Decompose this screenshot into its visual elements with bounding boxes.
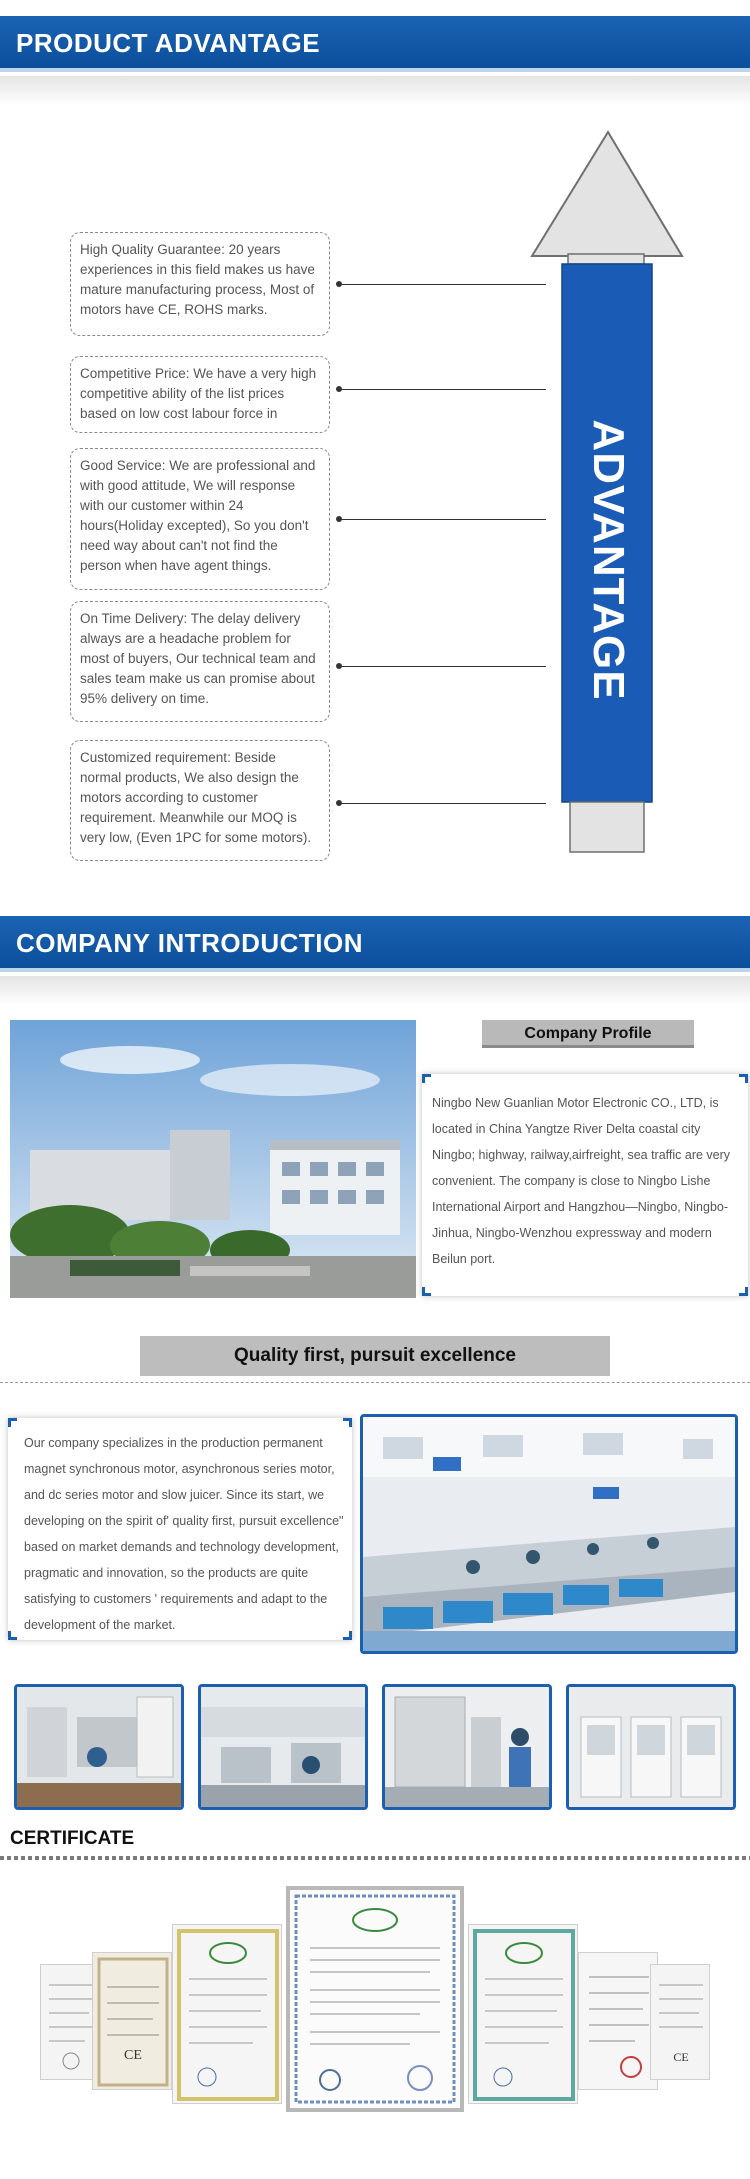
arrow-label-holder <box>568 419 648 701</box>
certificate-image <box>578 1952 658 2090</box>
frame-corner <box>8 1631 17 1640</box>
advantage-price <box>70 356 330 433</box>
certificate-title: CERTIFICATE <box>10 1828 135 1849</box>
connector-line <box>340 389 546 390</box>
certificate-image <box>40 1964 100 2080</box>
production-photo-4 <box>566 1684 736 1810</box>
frame-corner <box>739 1287 748 1296</box>
certificate-image <box>92 1952 172 2090</box>
production-photo-1 <box>14 1684 184 1810</box>
company-profile-text: Ningbo New Guanlian Motor Electronic CO., LTD, is located in China Yangtze River Delta coastal city Ningbo; highway, railway,airfreight, sea traffic are very convenient. The company is close to Ningbo Lishe International Airport and Hangzhou—Ningbo, Ningbo-Jinhua, Ningbo-Wenzhou expressway and modern Beilun port. <box>432 1096 731 1266</box>
connector-line <box>340 803 546 804</box>
frame-corner <box>343 1631 352 1640</box>
company-profile-label: Company Profile <box>482 1020 694 1048</box>
quality-label: Quality first, pursuit excellence <box>140 1336 610 1376</box>
arrow-label: ADVANTAGE <box>584 419 633 701</box>
quality-text-box <box>8 1418 352 1640</box>
banner-shadow <box>0 76 750 106</box>
company-introduction-banner <box>0 916 750 972</box>
advantage-service <box>70 448 330 590</box>
connector-line <box>340 284 546 285</box>
production-photo-2 <box>198 1684 368 1810</box>
certificate-image <box>172 1924 282 2104</box>
connector-line <box>340 666 546 667</box>
production-photo-3 <box>382 1684 552 1810</box>
certificate-image-center <box>286 1886 464 2112</box>
dashed-divider <box>0 1382 750 1383</box>
frame-corner <box>343 1418 352 1427</box>
advantage-text: On Time Delivery: The delay delivery always are a headache problem for most of buyers, Our technical team and sales team make us can promise about 95% delivery on time. <box>80 611 316 706</box>
advantage-text: Competitive Price: We have a very high competitive ability of the list prices based on low cost labour force in <box>80 366 317 421</box>
banner-shadow <box>0 976 750 1006</box>
advantage-customized <box>70 740 330 861</box>
advantage-text: Customized requirement: Beside normal products, We also design the motors according to customer requirement. Meanwhile our MOQ is very low, (Even 1PC for some motors). <box>80 750 312 845</box>
section-title: COMPANY INTRODUCTION <box>16 928 364 958</box>
section-title: PRODUCT ADVANTAGE <box>16 28 321 58</box>
advantage-text: Good Service: We are professional and with good attitude, We will response with our customer within 24 hours(Holiday excepted), So you don't need way about can't not find the person when have agent things. <box>80 458 316 573</box>
certificate-image <box>650 1964 710 2080</box>
frame-corner <box>422 1074 431 1083</box>
advantage-text: High Quality Guarantee: 20 years experiences in this field makes us have mature manufacturing process, Most of motors have CE, ROHS marks. <box>80 242 315 317</box>
advantage-quality <box>70 232 330 336</box>
certificate-gallery <box>0 1876 750 2176</box>
certificate-divider <box>0 1856 750 1860</box>
certificate-image <box>468 1924 578 2104</box>
quality-text: Our company specializes in the production permanent magnet synchronous motor, asynchronous series motor, and dc series motor and slow juicer. Since its start, we developing on the spirit of' quality first, pursuit excellence" based on market demands and technology development, pragmatic and innovation, so the products are quite satisfying to customers ' requirements and adapt to the development of the market. <box>24 1436 344 1632</box>
frame-corner <box>739 1074 748 1083</box>
product-advantage-banner <box>0 16 750 72</box>
advantage-delivery <box>70 601 330 722</box>
frame-corner <box>422 1287 431 1296</box>
company-profile-box <box>422 1074 748 1296</box>
connector-line <box>340 519 546 520</box>
frame-corner <box>8 1418 17 1427</box>
workshop-photo <box>360 1414 738 1654</box>
svg-text:CE: CE <box>124 2048 142 2063</box>
svg-text:CE: CE <box>673 2050 689 2064</box>
factory-exterior-photo <box>10 1020 416 1298</box>
